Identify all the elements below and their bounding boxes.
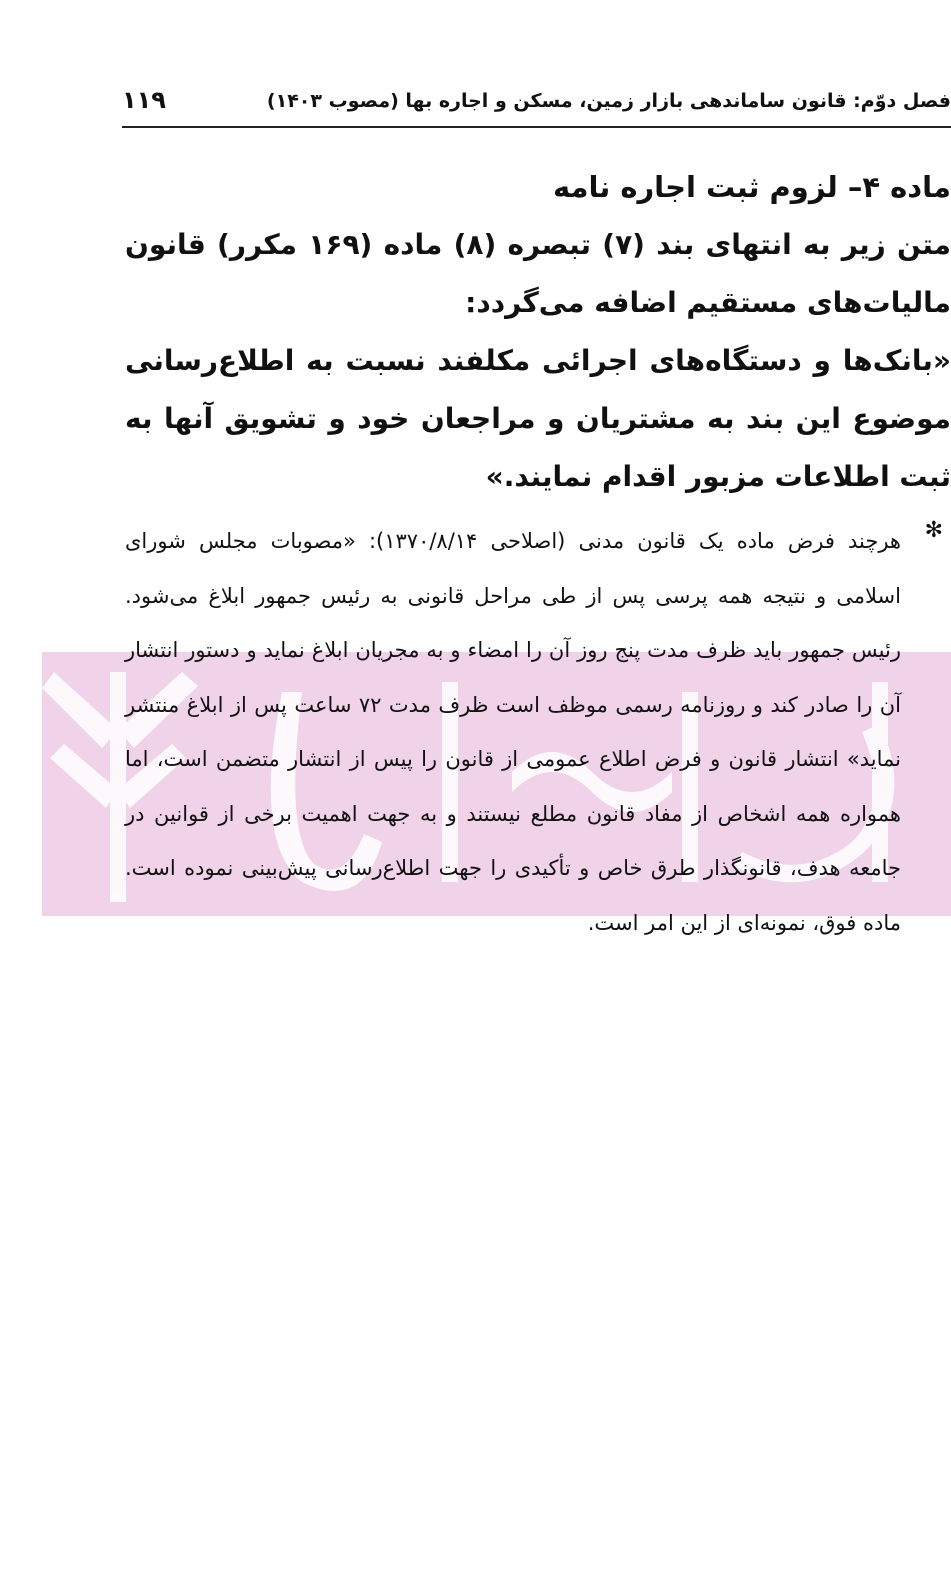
article-intro-text: متن زیر به انتهای بند (۷) تبصره (۸) ماده (۱۶۹ مکرر) قانون مالیات‌های مستقیم اضافه می‌گردد:	[125, 228, 951, 319]
article-quoted-text: «بانک‌ها و دستگاه‌های اجرائی مکلفند نسبت به اطلاع‌رسانی موضوع این بند به مشتریان و مراجعان خود و تشویق آنها به ثبت اطلاعات مزبور اقدام نمایند.»	[125, 344, 951, 493]
footnote-asterisk-icon: ✻	[924, 518, 943, 543]
chapter-title: فصل دوّم: قانون ساماندهی بازار زمین، مسکن و اجاره بها (مصوب ۱۴۰۳)	[266, 90, 951, 112]
page-number: ۱۱۹	[122, 86, 166, 114]
footnote-text: هرچند فرض ماده یک قانون مدنی (اصلاحی ۱۳۷۰/۸/۱۴): «مصوبات مجلس شورای اسلامی و نتیجه همه پرسی پس از طی مراحل قانونی به رئیس جمهور ابلاغ می‌شود. رئیس جمهور باید ظرف مدت پنج روز آن را امضاء و به مجریان ابلاغ نماید و دستور انتشار آن را صادر کند و روزنامه رسمی موظف است ظرف مدت ۷۲ ساعت پس از ابلاغ منتشر نماید» انتشار قانون و فرض اطلاع عمومی از قانون را پیس از انتشار متضمن است، اما همواره همه اشخاص از مفاد قانون مطلع نیستند و به جهت اهمیت برخی از قوانین در جامعه هدف، قانونگذار طرق خاص و تأکیدی را جهت اطلاع‌رسانی پیش‌بینی نموده است. ماده فوق، نمونه‌ای از این امر است.	[125, 529, 901, 935]
article-heading: ماده ۴– لزوم ثبت اجاره نامه	[552, 170, 951, 204]
article-section	[125, 158, 951, 506]
running-header	[122, 84, 951, 128]
footnote	[125, 514, 943, 950]
